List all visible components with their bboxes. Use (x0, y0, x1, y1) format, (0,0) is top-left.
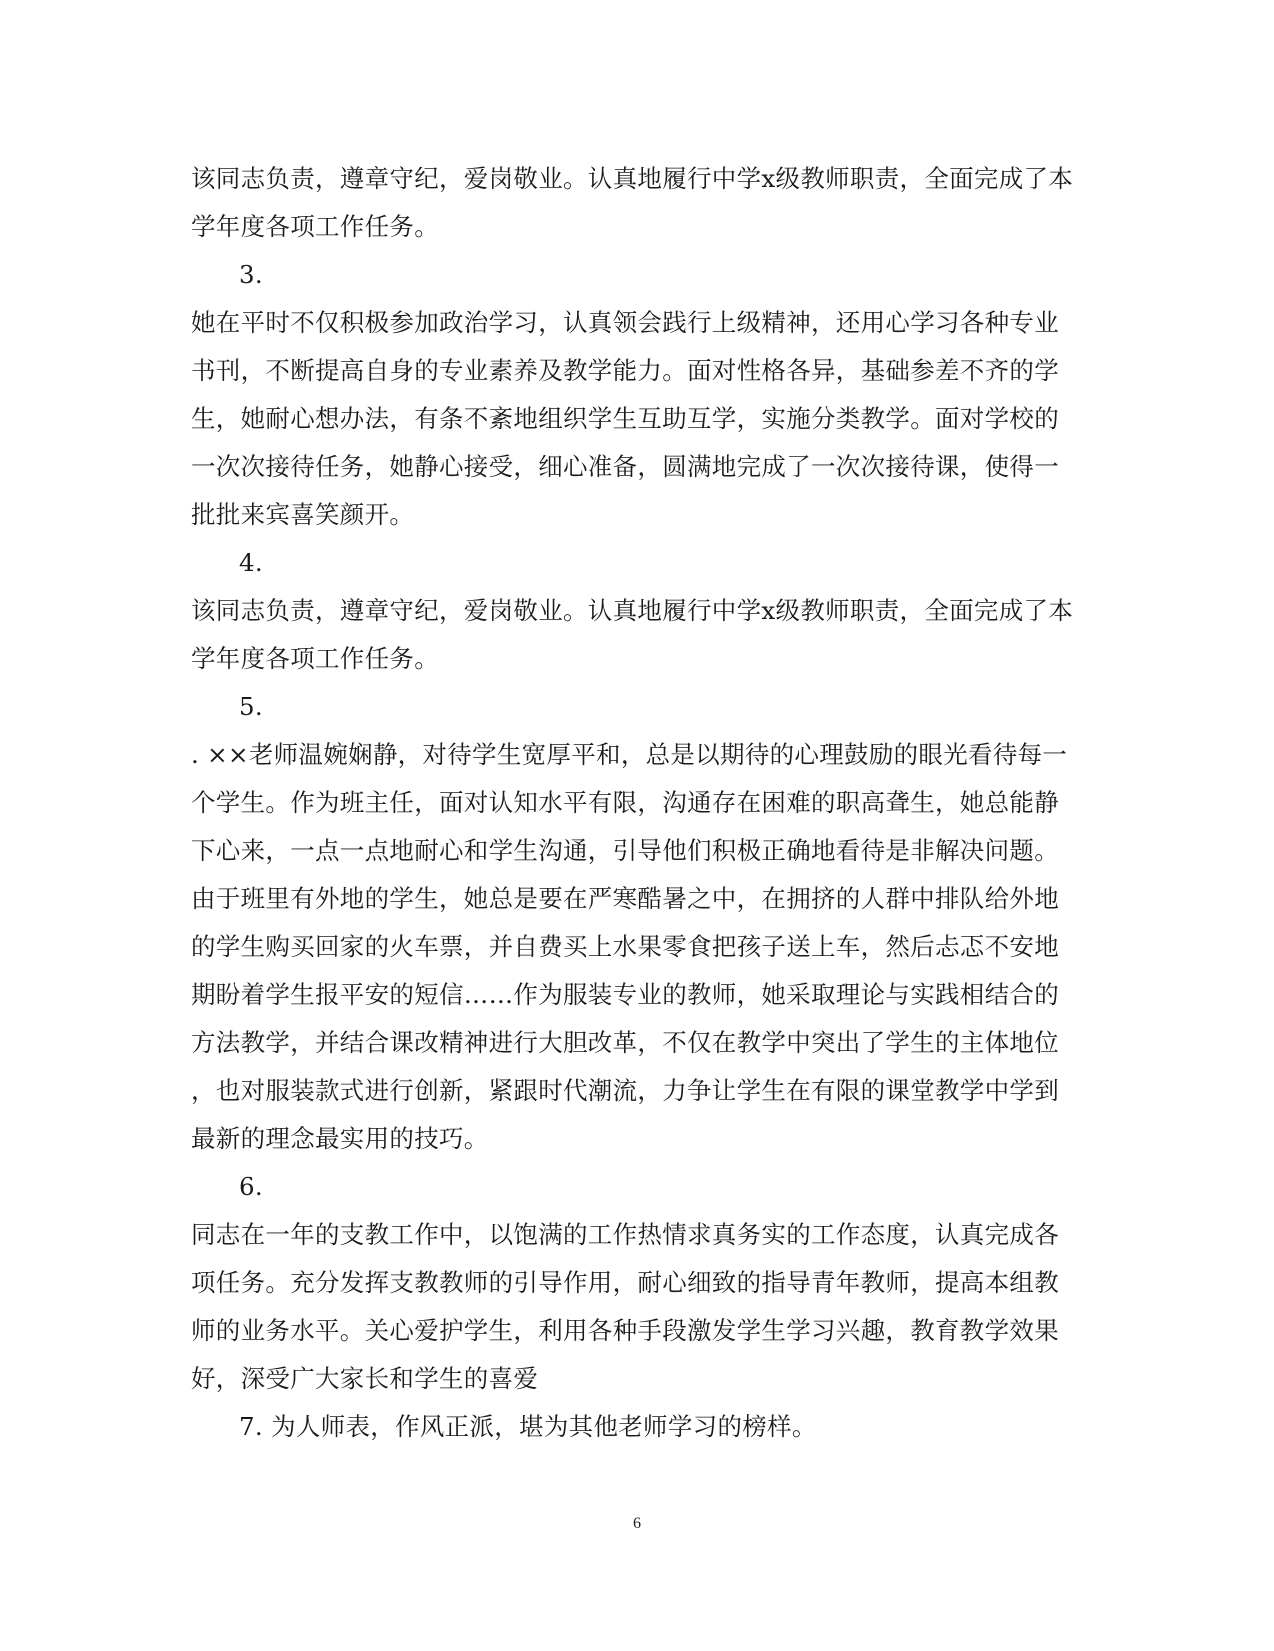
paragraph-line: ，也对服装款式进行创新，紧跟时代潮流，力争让学生在有限的课堂教学中学到 (191, 1076, 1059, 1105)
paragraph (191, 1211, 1089, 1403)
paragraph-line: 的学生购买回家的火车票，并自费买上水果零食把孩子送上车，然后忐忑不安地 (191, 932, 1059, 961)
paragraph (191, 299, 1089, 539)
paragraph-line: . ××老师温婉娴静，对待学生宽厚平和，总是以期待的心理鼓励的眼光看待每一 (191, 740, 1068, 769)
paragraph-line: 好，深受广大家长和学生的喜爱 (191, 1364, 539, 1393)
list-number: 4. (239, 548, 263, 577)
paragraph-line: 该同志负责，遵章守纪，爱岗敬业。认真地履行中学x级教师职责，全面完成了本 (191, 164, 1074, 193)
paragraph-line: 方法教学，并结合课改精神进行大胆改革，不仅在教学中突出了学生的主体地位 (191, 1028, 1059, 1057)
list-number: 6. (239, 1172, 263, 1201)
paragraph-line: 项任务。充分发挥支教教师的引导作用，耐心细致的指导青年教师，提高本组教 (191, 1268, 1059, 1297)
list-number: 3. (239, 260, 263, 289)
paragraph-line: 师的业务水平。关心爱护学生，利用各种手段激发学生学习兴趣，教育教学效果 (191, 1316, 1059, 1345)
paragraph-line: 生，她耐心想办法，有条不紊地组织学生互助互学，实施分类教学。面对学校的 (191, 404, 1059, 433)
paragraph-line: 书刊，不断提高自身的专业素养及教学能力。面对性格各异，基础参差不齐的学 (191, 356, 1059, 385)
paragraph (191, 587, 1089, 683)
list-number: 7. 为人师表，作风正派，堪为其他老师学习的榜样。 (239, 1412, 817, 1441)
paragraph-line: 一次次接待任务，她静心接受，细心准备，圆满地完成了一次次接待课，使得一 (191, 452, 1059, 481)
paragraph-line: 该同志负责，遵章守纪，爱岗敬业。认真地履行中学x级教师职责，全面完成了本 (191, 596, 1074, 625)
paragraph-line: 由于班里有外地的学生，她总是要在严寒酷暑之中，在拥挤的人群中排队给外地 (191, 884, 1059, 913)
paragraph-line: 她在平时不仅积极参加政治学习，认真领会践行上级精神，还用心学习各种专业 (191, 308, 1059, 337)
page-number: 6 (633, 1515, 641, 1532)
paragraph-line: 同志在一年的支教工作中，以饱满的工作热情求真务实的工作态度，认真完成各 (191, 1220, 1059, 1249)
paragraph-line: 个学生。作为班主任，面对认知水平有限，沟通存在困难的职高聋生，她总能静 (191, 788, 1059, 817)
paragraph (191, 155, 1089, 251)
paragraph-line: 学年度各项工作任务。 (191, 212, 439, 241)
paragraph-line: 批批来宾喜笑颜开。 (191, 500, 415, 529)
paragraph-line: 期盼着学生报平安的短信……作为服装专业的教师，她采取理论与实践相结合的 (191, 980, 1059, 1009)
paragraph-line: 学年度各项工作任务。 (191, 644, 439, 673)
list-number: 5. (239, 692, 263, 721)
paragraph-line: 最新的理念最实用的技巧。 (191, 1124, 489, 1153)
paragraph-line: 下心来，一点一点地耐心和学生沟通，引导他们积极正确地看待是非解决问题。 (191, 836, 1059, 865)
paragraph (191, 731, 1089, 1163)
document-body (191, 155, 1089, 1451)
